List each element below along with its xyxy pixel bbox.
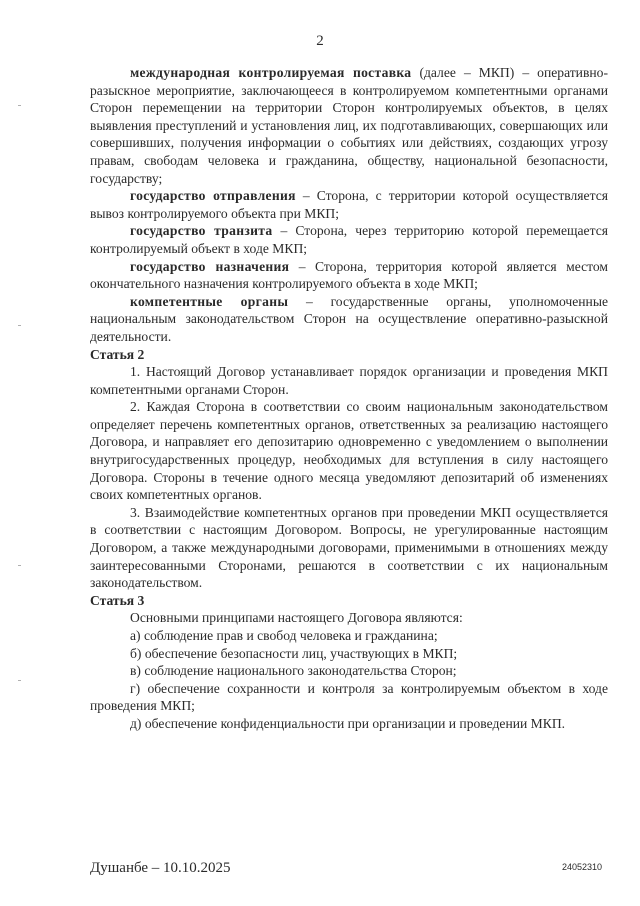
principle-item: а) соблюдение прав и свобод человека и гражданина; [130,628,438,643]
margin-mark [18,680,21,681]
principle-item: б) обеспечение безопасности лиц, участвующих в МКП; [130,645,458,661]
margin-mark [18,325,21,326]
article-2-paragraph: 3. Взаимодействие компетентных органов при проведении МКП осуществляется в соответствии с настоящим Договором. Вопросы, не урегулированные настоящим Договором, а также международными договорами, применимыми в отношениях между заинтересованными Сторонами, решаются в соответствии с их национальным законодательством. [90,504,608,591]
article-3-heading: Статья 3 [90,592,145,608]
definition-paragraph [90,293,608,346]
article-3-intro: Основными принципами настоящего Договора являются: [130,610,463,626]
definition-paragraph [90,222,608,257]
definition-term: международная контролируемая поставка [130,65,412,80]
definition-text: (далее – МКП) – оперативно-разыскное мероприятие, заключающееся в контролируемом компетентными органами Сторон перемещении на территории Сторон контролируемых объектов, в целях выявления преступлений и установления лиц, их подготавливающих, совершающих или совершивших, получения информации о событиях или действиях, создающих угрозу правам, свободам человека и гражданина, обществу, национальной безопасности, государству; [90,65,608,186]
principle-item: д) обеспечение конфиденциальности при организации и проведении МКП. [130,715,566,731]
definition-text: – Сторона, через территорию которой перемещается контролируемый объект в ходе МКП; [90,223,608,256]
definition-text: – государственные органы, уполномоченные национальным законодательством Сторон на осуществление оперативно-разыскной деятельности. [90,293,608,344]
definition-paragraph [90,258,608,293]
footer-place-date: Душанбе – 10.10.2025 [90,860,231,876]
principle-item: в) соблюдение национального законодательства Сторон; [130,663,457,679]
footer-code: 24052310 [562,862,603,872]
definition-term: государство отправления [130,188,296,204]
definition-text: – Сторона, территория которой является местом окончательного назначения контролируемого объекта в ходе МКП; [90,258,608,292]
article-2-heading: Статья 2 [90,346,145,362]
document-body [90,64,608,733]
article-2-paragraph: 1. Настоящий Договор устанавливает порядок организации и проведения МКП компетентными органами Сторон. [90,364,608,397]
definition-paragraph [90,187,608,222]
article-2-paragraph: 2. Каждая Сторона в соответствии со своим национальным законодательством определяет перечень компетентных органов, ответственных за реализацию настоящего Договора, и направляет его депозитарию одновременно с уведомлением о выполнении внутригосударственных процедур, необходимых для вступления в силу настоящего Договора. Стороны в течение одного месяца уведомляют депозитарий об изменениях своих компетентных органов. [90,399,608,503]
definition-paragraph [90,64,608,187]
margin-mark [18,565,21,566]
principle-item: г) обеспечение сохранности и контроля за контролируемым объектом в ходе проведения МКП; [90,680,608,714]
definition-text: – Сторона, с территории которой осуществляется вывоз контролируемого объекта при МКП; [90,188,608,221]
page-number: 2 [316,33,324,49]
margin-mark [18,105,21,106]
definition-term: государство назначения [130,258,290,274]
definition-term: государство транзита [130,223,273,239]
definition-term: компетентные органы [130,293,289,309]
